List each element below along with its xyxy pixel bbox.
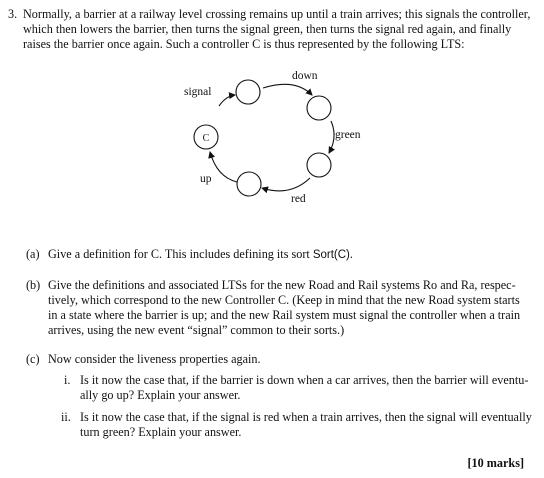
part-a-sort: Sort(C)	[312, 249, 350, 261]
part-b-line-1: Give the definitions and associated LTSs for the new Road and Rail systems Ro and Ra, respec-	[48, 278, 516, 292]
edge-green	[329, 121, 334, 153]
intro-line-1: Normally, a barrier at a railway level crossing remains up until a train arrives; this signals the controller,	[23, 7, 531, 21]
label-red: red	[291, 193, 306, 205]
label-down: down	[292, 70, 318, 82]
part-a-text	[48, 247, 353, 263]
part-b-line-2: tively, which correspond to the new Controller C. (Keep in mind that the new Road system starts	[48, 293, 520, 307]
label-green: green	[335, 129, 361, 141]
part-c-text: Now consider the liveness properties again.	[48, 352, 261, 366]
part-b-line-3: in a state where the barrier is up; and the new Rail system must signal the controller when a train	[48, 308, 521, 322]
part-c-i-line-1: Is it now the case that, if the barrier is down when a car arrives, then the barrier will eventu-	[80, 373, 529, 387]
part-b-label: (b)	[26, 278, 41, 292]
intro-line-3: raises the barrier once again. Such a controller C is thus represented by the following LTS:	[23, 37, 465, 51]
edge-red	[262, 178, 310, 191]
part-b-line-4: arrives, using the new event “signal” common to their sorts.)	[48, 323, 345, 337]
part-c-ii-line-1: Is it now the case that, if the signal is red when a train arrives, then the signal will eventually	[80, 410, 532, 424]
state-3	[307, 153, 331, 177]
label-signal: signal	[184, 86, 212, 98]
state-1	[236, 80, 260, 104]
edge-down	[263, 84, 312, 95]
marks-label: [10 marks]	[467, 456, 524, 470]
part-a-text-main: Give a definition for C. This includes defining its sort	[48, 247, 313, 261]
state-4	[237, 172, 261, 196]
intro-line-2: which then lowers the barrier, then turns the signal green, then turns the signal red again, and finally	[23, 22, 512, 36]
question-number: 3.	[8, 7, 18, 21]
part-c-i-label: i.	[64, 373, 71, 387]
state-2	[307, 96, 331, 120]
part-c-ii-line-2: turn green? Explain your answer.	[80, 425, 242, 439]
part-c-label: (c)	[26, 352, 40, 366]
part-a-label: (a)	[26, 247, 40, 261]
state-c-label: C	[202, 133, 210, 144]
edge-up	[210, 152, 237, 182]
part-c-ii-label: ii.	[61, 410, 71, 424]
part-c-i-line-2: ally go up? Explain your answer.	[80, 388, 241, 402]
label-up: up	[200, 173, 212, 185]
part-a-text-end: .	[349, 247, 353, 261]
edge-signal	[219, 95, 235, 106]
